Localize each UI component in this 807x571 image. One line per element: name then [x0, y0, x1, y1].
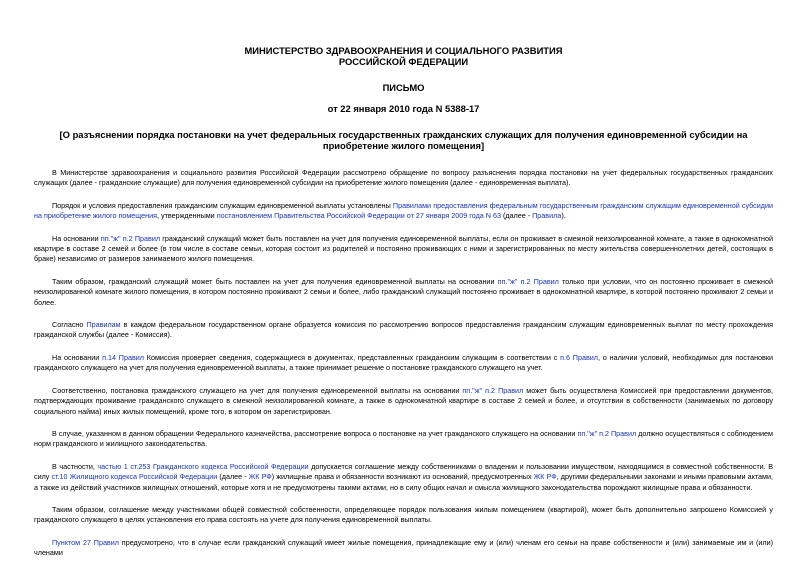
paragraph-text: В частности,	[52, 461, 98, 471]
paragraph-8	[34, 429, 773, 450]
link-rules[interactable]: Правилами предоставления федеральным государственным гражданским служащим единовременной субсидии на приобретение жилого помещения	[34, 200, 773, 221]
paragraph-1	[34, 168, 773, 189]
paragraph-text: должно осуществляться с соблюдением норм гражданского и жилищного законодательства.	[34, 428, 773, 449]
link-housing-code[interactable]: ЖК РФ	[248, 472, 272, 482]
link-rules-clause-2zh[interactable]: пп."ж" п.2 Правил	[100, 233, 161, 243]
paragraph-4	[34, 277, 773, 308]
link-rules-clause-6[interactable]: п.6 Правил	[560, 352, 598, 362]
paragraph-text: Таким образом, соглашение между участниками общей совместной собственности, определяющее порядок пользования жилым помещением (квартирой), может быть дополнительно запрошено Комиссией у гражданского служащего в целях установления его права состоять на учете для получения единовременной выплаты.	[34, 504, 773, 525]
document-subject: [О разъяснении порядка постановки на учет федеральных государственных гражданских служащих для получения единовременной субсидии на приобретение жилого помещения]	[59, 129, 748, 151]
ministry-line-1: МИНИСТЕРСТВО ЗДРАВООХРАНЕНИЯ И СОЦИАЛЬНОГО РАЗВИТИЯ	[244, 45, 563, 56]
paragraph-text: На основании	[52, 233, 101, 243]
paragraph-text: предусмотрено, что в случае если гражданский служащий имеет жилые помещения, принадлежащие ему и (или) членам его семьи на праве собственности и (или) занимаемые им и (или) членами	[34, 537, 774, 558]
paragraph-text: Таким образом, гражданский служащий может быть поставлен на учет для получения единовременной выплаты на основании	[52, 276, 498, 286]
paragraph-text: , утвержденными	[157, 211, 217, 221]
paragraph-text: , о наличии условий, необходимых для постановки гражданского служащего на учет для получения единовременной выплаты, а также принимает решение о постановке гражданского служащего на учет.	[34, 352, 774, 373]
paragraph-text: в каждом федеральном государственном органе образуется комиссия по рассмотрению вопросов предоставления гражданским служащим единовременных выплат по месту прохождения гражданской службы (далее - Комиссия).	[34, 320, 773, 340]
paragraph-text: ) жилищные права и обязанности возникают из оснований, предусмотренных	[271, 472, 534, 482]
paragraph-text: может быть осуществлена Комиссией при предоставлении документов, подтверждающих проживание гражданского служащего в смежной неизолированной комнате, а также в однокомнатной квартире в составе 2 семей и более, и отсутствии в собственности (занимаемых по договору социального найма) иных жилых помещений, кроме того, в котором он зарегистрирован.	[34, 385, 773, 416]
paragraph-9	[34, 462, 773, 493]
link-rules-clause-2zh[interactable]: пп."ж" п.2 Правил	[462, 385, 524, 395]
paragraph-7	[34, 386, 773, 417]
paragraph-text: только при условии, что он постоянно проживает в смежной неизолированной комнате жилого помещения, в котором постоянно проживают 2 семьи и более, либо гражданский служащий постоянно проживает в однокомнатной квартире, в которой постоянно проживают 2 семьи и более.	[34, 276, 773, 307]
document-type: ПИСЬМО	[382, 82, 425, 93]
paragraph-text: допускается соглашение между собственниками о владении и пользовании имуществом, находящимся в совместной собственности. В силу	[34, 461, 773, 482]
document-date-number: от 22 января 2010 года N 5388-17	[327, 103, 480, 114]
paragraph-text: гражданский служащий может быть поставлен на учет для получения единовременной выплаты, если он проживает в смежной неизолированной комнате, а также в однокомнатной квартире в составе 2 семей и более (в том числе в составе семьи, которая состоит из родителей и постоянно проживающих с ними и зарегистрированных по месту жительства совершеннолетних детей, состоящих в браке) независимо от размеров занимаемого жилого помещения.	[34, 233, 773, 264]
paragraph-text: , другими федеральными законами и иными правовыми актами, а также из действий участников жилищных отношений, которые хотя и не предусмотрены такими актами, но в силу общих начал и смысла жилищного законодательства порождают жилищные права и обязанности.	[34, 472, 773, 492]
paragraph-6	[34, 353, 773, 374]
ministry-header	[0, 45, 807, 67]
link-housing-code-10[interactable]: ст.10 Жилищного кодекса Российской Федерации	[51, 472, 218, 482]
paragraph-text: Согласно	[52, 320, 87, 330]
link-rules-short[interactable]: Правила	[532, 211, 562, 221]
paragraph-text: В Министерстве здравоохранения и социального развития Российской Федерации рассмотрено обращение по вопросу разъяснения порядка постановки на учет федеральных государственных гражданских служащих (далее - гражданские служащие) для получения единовременной субсидии на приобретение жилого помещения (далее - единовременная выплата).	[34, 168, 773, 188]
paragraph-3	[34, 234, 773, 265]
paragraph-text: Комиссия проверяет сведения, содержащиеся в документах, представленных гражданским служащим в соответствии с	[143, 352, 561, 362]
link-rules-clause-2zh[interactable]: пп."ж" п.2 Правил	[497, 276, 559, 286]
paragraph-2	[34, 201, 773, 222]
link-rules-clause-2zh[interactable]: пп."ж" п.2 Правил	[577, 428, 637, 438]
paragraph-11	[34, 538, 773, 559]
link-housing-code[interactable]: ЖК РФ	[533, 472, 557, 482]
paragraph-text: Порядок и условия предоставления гражданским служащим единовременной выплаты установлены	[52, 200, 393, 210]
paragraph-text: (далее -	[500, 211, 533, 221]
link-rules-clause-27[interactable]: Пунктом 27 Правил	[52, 537, 119, 547]
paragraph-text: На основании	[52, 352, 103, 362]
link-rules-plural[interactable]: Правилам	[86, 320, 121, 330]
paragraph-text: Соответственно, постановка гражданского служащего на учет для получения единовременной выплаты на основании	[52, 385, 463, 395]
link-rules-clause-14[interactable]: п.14 Правил	[102, 352, 144, 362]
document-body	[34, 168, 773, 571]
paragraph-text: ).	[561, 211, 566, 221]
link-government-decree[interactable]: постановлением Правительства Российской Федерации от 27 января 2009 года N 63	[216, 211, 501, 221]
paragraph-text: (далее -	[217, 472, 249, 482]
paragraph-5	[34, 320, 773, 341]
paragraph-text: В случае, указанном в данном обращении Федерального казначейства, рассмотрение вопроса о постановке на учет гражданского служащего на основании	[52, 428, 578, 438]
ministry-line-2: РОССИЙСКОЙ ФЕДЕРАЦИИ	[338, 56, 469, 67]
link-civil-code-253[interactable]: частью 1 ст.253 Гражданского кодекса Российской Федерации	[97, 461, 309, 471]
paragraph-10	[34, 505, 773, 526]
